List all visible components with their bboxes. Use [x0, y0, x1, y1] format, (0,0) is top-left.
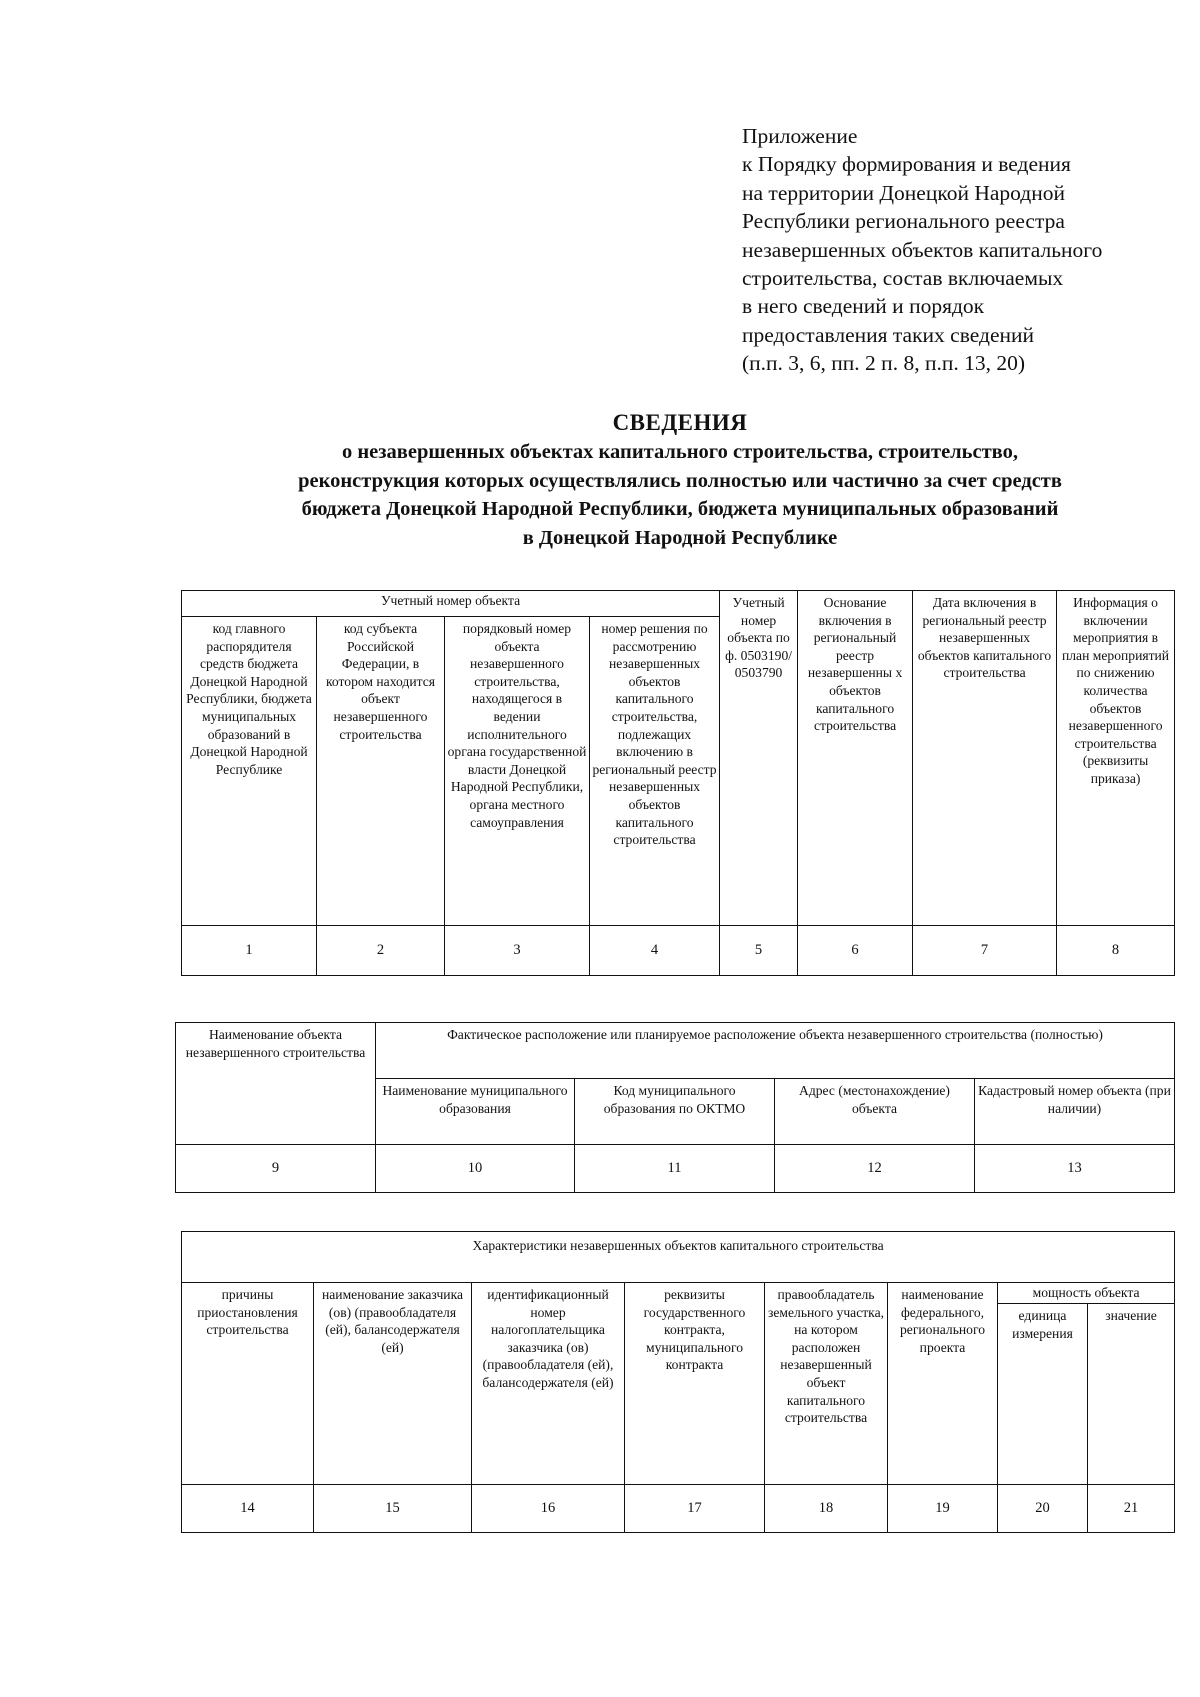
- table1-header-cell: Информация о включении мероприятия в план мероприятий по снижению количества объектов незавершенного строительства (реквизиты приказа): [1057, 591, 1175, 926]
- table1-column-number: 6: [798, 926, 913, 976]
- table-location: [175, 1022, 1175, 1193]
- title-line: реконструкция которых осуществлялись полностью или частично за счет средств: [298, 469, 1062, 492]
- table1-group-header: Учетный номер объекта: [182, 591, 720, 617]
- table1-column-number: 3: [445, 926, 590, 976]
- table3-column-number: 20: [998, 1485, 1088, 1533]
- table1-header-cell: код субъекта Российской Федерации, в котором находится объект незавершенного строительства: [317, 617, 445, 926]
- table3-header-cell: правообладатель земельного участка, на котором расположен незавершенный объект капитального строительства: [765, 1283, 888, 1485]
- appendix-line: незавершенных объектов капитального: [742, 237, 1103, 262]
- table1-header-cell: Учетный номер объекта по ф. 0503190/ 0503790: [720, 591, 798, 926]
- table3-column-number: 14: [182, 1485, 314, 1533]
- table1-header-cell: Основание включения в региональный реестр незавершенны х объектов капитального строительства: [798, 591, 913, 926]
- table2-header-cell: Адрес (местонахождение) объекта: [775, 1079, 975, 1145]
- table3-header-cell: причины приостановления строительства: [182, 1283, 314, 1485]
- table2-column-number: 12: [775, 1145, 975, 1193]
- table3-header-cell: реквизиты государственного контракта, муниципального контракта: [625, 1283, 765, 1485]
- table2-group-header: Фактическое расположение или планируемое расположение объекта незавершенного строительства (полностью): [376, 1023, 1175, 1079]
- table-characteristics: [181, 1231, 1175, 1533]
- appendix-reference: [742, 122, 1172, 378]
- table-accounting-number: [181, 590, 1175, 976]
- table2-header-cell: Наименование муниципального образования: [376, 1079, 575, 1145]
- table3-header-cell: наименование заказчика (ов) (правообладателя (ей), балансодержателя (ей): [314, 1283, 472, 1485]
- table2-name-header: Наименование объекта незавершенного строительства: [176, 1023, 376, 1145]
- title-main: СВЕДЕНИЯ: [612, 410, 748, 435]
- appendix-line: строительства, состав включаемых: [742, 266, 1064, 291]
- appendix-line: Республики регионального реестра: [742, 209, 1065, 234]
- table3-capacity-cell: значение: [1088, 1304, 1175, 1485]
- table1-column-number: 7: [913, 926, 1057, 976]
- table2-column-number: 13: [975, 1145, 1175, 1193]
- table1-column-number: 1: [182, 926, 317, 976]
- table1-header-cell: номер решения по рассмотрению незавершенных объектов капитального строительства, подлежащих включению в региональный реестр незавершенных объектов капитального строительства: [590, 617, 720, 926]
- table3-column-number: 15: [314, 1485, 472, 1533]
- appendix-line: (п.п. 3, 6, пп. 2 п. 8, п.п. 13, 20): [742, 351, 1025, 376]
- appendix-line: Приложение: [742, 124, 858, 148]
- document-title: [160, 408, 1200, 552]
- table3-group-header: Характеристики незавершенных объектов капитального строительства: [182, 1232, 1175, 1283]
- table3-header-cell: идентификационный номер налогоплательщика заказчика (ов) (правообладателя (ей), балансодержателя (ей): [472, 1283, 625, 1485]
- table3-capacity-header: мощность объекта: [998, 1283, 1175, 1304]
- table2-header-cell: Кадастровый номер объекта (при наличии): [975, 1079, 1175, 1145]
- table3-column-number: 16: [472, 1485, 625, 1533]
- table1-column-number: 5: [720, 926, 798, 976]
- table1-header-cell: Дата включения в региональный реестр незавершенных объектов капитального строительства: [913, 591, 1057, 926]
- title-line: о незавершенных объектах капитального строительства, строительство,: [342, 441, 1018, 463]
- table3-column-number: 17: [625, 1485, 765, 1533]
- table1-header-cell: порядковый номер объекта незавершенного строительства, находящегося в ведении исполнительного органа государственной власти Донецкой Народной Республики, органа местного самоуправления: [445, 617, 590, 926]
- table3-capacity-cell: единица измерения: [998, 1304, 1088, 1485]
- table3-column-number: 18: [765, 1485, 888, 1533]
- title-line: бюджета Донецкой Народной Республики, бюджета муниципальных образований: [301, 498, 1059, 520]
- table1-column-number: 8: [1057, 926, 1175, 976]
- table2-column-number: 11: [575, 1145, 775, 1193]
- appendix-line: на территории Донецкой Народной: [742, 180, 1065, 205]
- table2-column-number: 9: [176, 1145, 376, 1193]
- table1-header-cell: код главного распорядителя средств бюджета Донецкой Народной Республики, бюджета муниципальных образований в Донецкой Народной Республике: [182, 617, 317, 926]
- appendix-line: предоставления таких сведений: [742, 322, 1035, 347]
- table1-column-number: 4: [590, 926, 720, 976]
- table2-column-number: 10: [376, 1145, 575, 1193]
- table3-column-number: 21: [1088, 1485, 1175, 1533]
- table2-header-cell: Код муниципального образования по ОКТМО: [575, 1079, 775, 1145]
- table1-column-number: 2: [317, 926, 445, 976]
- appendix-line: в него сведений и порядок: [742, 294, 985, 319]
- appendix-line: к Порядку формирования и ведения: [742, 152, 1071, 177]
- table3-column-number: 19: [888, 1485, 998, 1533]
- table3-header-cell: наименование федерального, регионального проекта: [888, 1283, 998, 1485]
- title-line: в Донецкой Народной Республике: [522, 526, 838, 549]
